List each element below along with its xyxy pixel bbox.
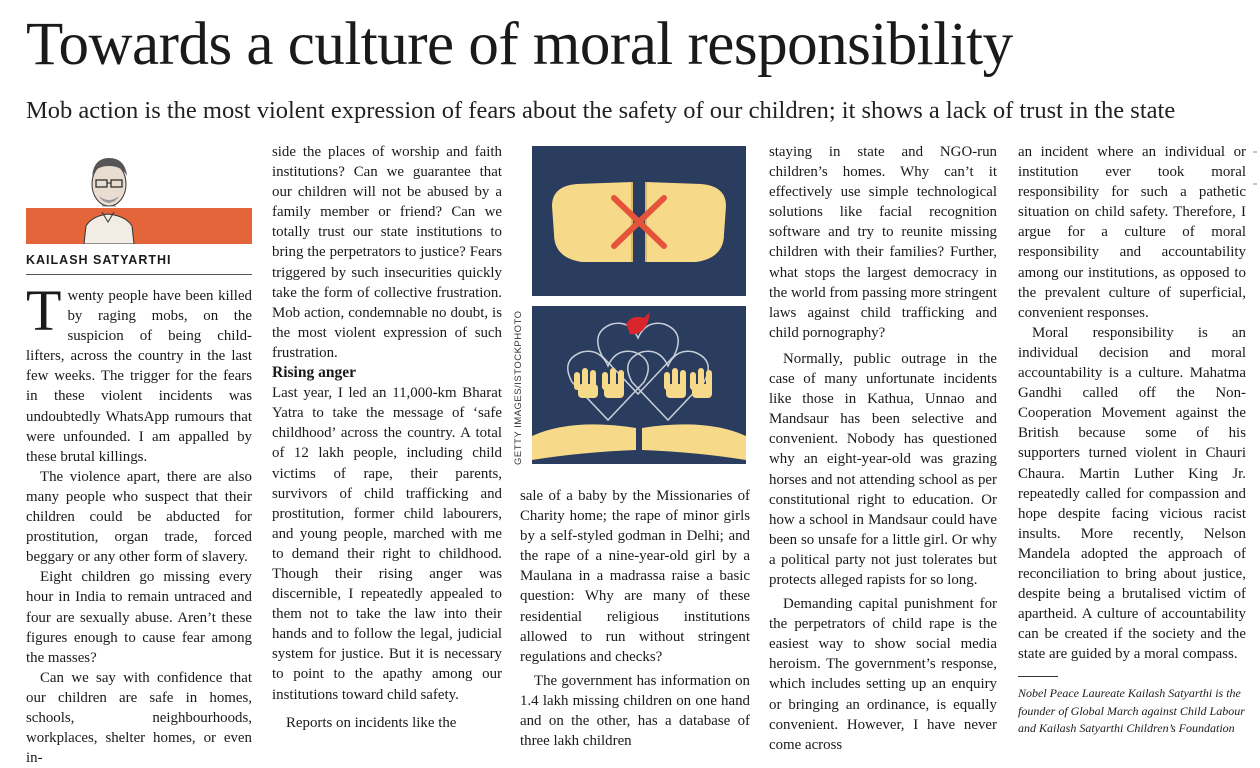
subheading: Rising anger [272,364,356,382]
column-1 [26,142,252,768]
paragraph: Moral responsibility is an individual decision and moral accountability is a culture. Mahatma Gandhi called off the Non-Cooperation Movement against the British because some of his supporters turned violent in Chauri Chaura. Martin Luther King Jr. repeatedly called for compassion and hope despite facing vicious racist insults. More recently, Nelson Mandela adopted the approach of reconciliation to bring about justice, despite being a brutalised victim of apartheid. A culture of accountability can be created if the society and the state are guided by a moral compass. [1018,324,1246,663]
drop-cap: T [26,278,62,343]
paragraph: Can we say with confidence that our children are safe in homes, schools, neighbourhoods, workplaces, shelter homes, or even in- [26,669,252,767]
standfirst: Mob action is the most violent expression of fears about the safety of our children; it shows a lack of trust in the state [26,97,1176,124]
paragraph: Demanding capital punishment for the perpetrators of child rape is the easiest way to show social media heroism. The government’s response, which includes setting up an enquiry or bringing an ordinance, is equally convenient. However, I have never come across [769,596,997,753]
illustration [532,146,746,464]
paragraph: Last year, I led an 11,000-km Bharat Yatra to take the message of ‘safe childhood’ across the country. A total of 12 lakh people, including child victims of rape, their parents, survivors of child trafficking and prostitution, former child labourers, and young people, marched with me to demand their right to childhood. Though their rising anger was discernible, I repeatedly appealed to them not to take the law into their hands and to follow the legal, judicial system for justice. But it is necessary to point to the apathy among our institutions toward child safety. [272,385,502,703]
paragraph-text: wenty people have been killed by raging mobs, on the suspicion of being child-lifters, across the country in the last few weeks. The trigger for the fears in these violent incidents was undoubtedly WhatsApp rumours that were unfounded. I am appalled by these brutal killings. [26,288,252,465]
column-4 [769,142,997,755]
paragraph: side the places of worship and faith institutions? Can we guarantee that our children will not be abused by a family member or friend? Can we totally trust our state institutions to bring the perpetrators to justice? Fears triggered by such insecurities quickly take the form of collective frustration. Mob action, condemnable no doubt, is the most violent expression of such frustration. [272,144,502,361]
paragraph [26,278,252,467]
column-5 [1018,142,1246,738]
author-bio: Nobel Peace Laureate Kailash Satyarthi is the founder of Global March against Child Labour and Kailash Satyarthi Children’s Foundation [1018,686,1245,736]
paragraph: an incident where an individual or institution ever took moral responsibility for such a pathetic situation on child safety. Therefore, I argue for a culture of moral responsibility and accountability among our institutions, as opposed to the prevalent culture of superficial, convenient responses. [1018,144,1246,321]
paragraph: Normally, public outrage in the case of many unfortunate incidents like those in Kathua, Unnao and Mandsaur has been selective and convenient. Nobody has questioned why an eight-year-old was grazing horses and not attending school as per constitutional right to education. Or how a school in Mandsaur could have been so unsafe for a little girl. Or why a political party not just tolerates but protects alleged rapists for so long. [769,350,997,588]
author-name: KAILASH SATYARTHI [26,253,172,267]
author-portrait [26,142,252,246]
author-sketch-image [74,146,144,244]
bio-divider [1018,676,1058,677]
paragraph: sale of a baby by the Missionaries of Charity home; the rape of minor girls by a self-styled godman in Delhi; and the rape of a nine-year-old girl by a Maulana in a madrassa raise a basic question: Why are many of these residential religious institutions allowed to run without stringent regulations and checks? [520,488,750,665]
headline: Towards a culture of moral responsibility [26,11,1013,78]
byline-block [26,142,252,286]
photo-credit: GETTY IMAGES/ISTOCKPHOTO [513,310,524,465]
paragraph: The government has information on 1.4 lakh missing children on one hand and on the other, has a database of three lakh children [520,672,750,750]
paragraph: staying in state and NGO-run children’s homes. Why can’t it effectively use simple technological solutions like facial recognition software and try to reunite missing children with their families? Further, what stops the largest democracy in the world from passing more stringent laws against child trafficking and child pornography? [769,144,997,341]
scrollbar-handle[interactable] [1252,148,1258,188]
column-3 [520,486,750,751]
paragraph: The violence apart, there are also many people who suspect that their children could be abducted for prostitution, organ trade, forced beggary or any other form of slavery. [26,468,252,566]
paragraph: Reports on incidents like the [286,714,457,731]
paragraph: Eight children go missing every hour in India to remain untraced and four are sexually abuse. Aren’t these figures enough to cause fear among the masses? [26,569,252,666]
byline-divider [26,274,252,275]
column-2 [272,142,502,733]
